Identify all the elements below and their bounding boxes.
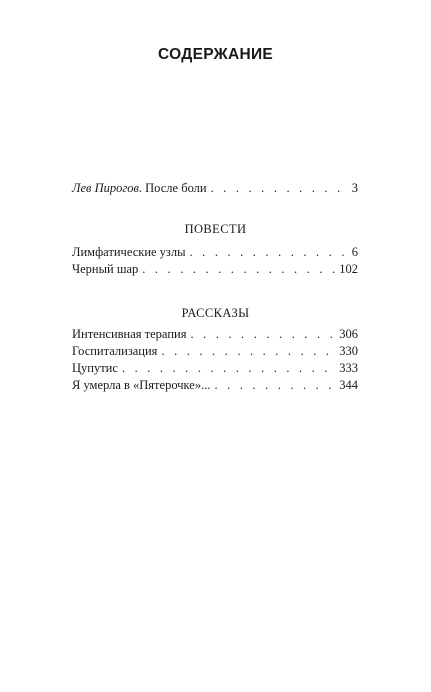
page-number: 3 — [351, 181, 358, 195]
dot-leader — [211, 180, 344, 197]
page-number: 306 — [339, 327, 358, 341]
toc-entry[interactable] — [72, 343, 358, 360]
toc-entry-title: Лимфатические узлы — [72, 245, 186, 259]
toc-entry-title: Черный шар — [72, 262, 139, 276]
preface-separator: . — [138, 181, 143, 195]
dot-leader — [190, 326, 335, 343]
page-number: 344 — [339, 378, 358, 392]
toc-entry[interactable] — [72, 244, 358, 261]
dot-leader — [122, 360, 335, 377]
page-number: 6 — [351, 245, 358, 259]
dot-leader — [190, 244, 344, 261]
toc-entry[interactable] — [72, 377, 358, 394]
toc-entry-title: Госпитализация — [72, 344, 158, 358]
section-entries-povesti — [72, 244, 358, 278]
toc-entry-preface[interactable] — [72, 180, 358, 197]
page-number: 333 — [339, 361, 358, 375]
dot-leader — [161, 343, 335, 360]
page-title: СОДЕРЖАНИЕ — [157, 46, 274, 63]
section-entries-rasskazy — [72, 326, 358, 394]
preface-entry-block — [72, 180, 358, 197]
section-heading-rasskazy: РАССКАЗЫ — [181, 306, 250, 320]
preface-author: Лев Пирогов — [72, 181, 139, 195]
preface-title: После боли — [142, 181, 207, 195]
section-heading-povesti: ПОВЕСТИ — [184, 222, 247, 236]
toc-entry-title: Интенсивная терапия — [72, 327, 187, 341]
dot-leader — [214, 377, 335, 394]
toc-entry[interactable] — [72, 360, 358, 377]
page-number: 330 — [339, 344, 358, 358]
toc-entry-title: Я умерла в «Пятерочке»... — [72, 378, 211, 392]
toc-entry-label — [72, 180, 207, 197]
page-number: 102 — [339, 262, 358, 276]
dot-leader — [142, 261, 335, 278]
toc-entry[interactable] — [72, 261, 358, 278]
toc-entry[interactable] — [72, 326, 358, 343]
toc-entry-title: Цупутис — [72, 361, 118, 375]
